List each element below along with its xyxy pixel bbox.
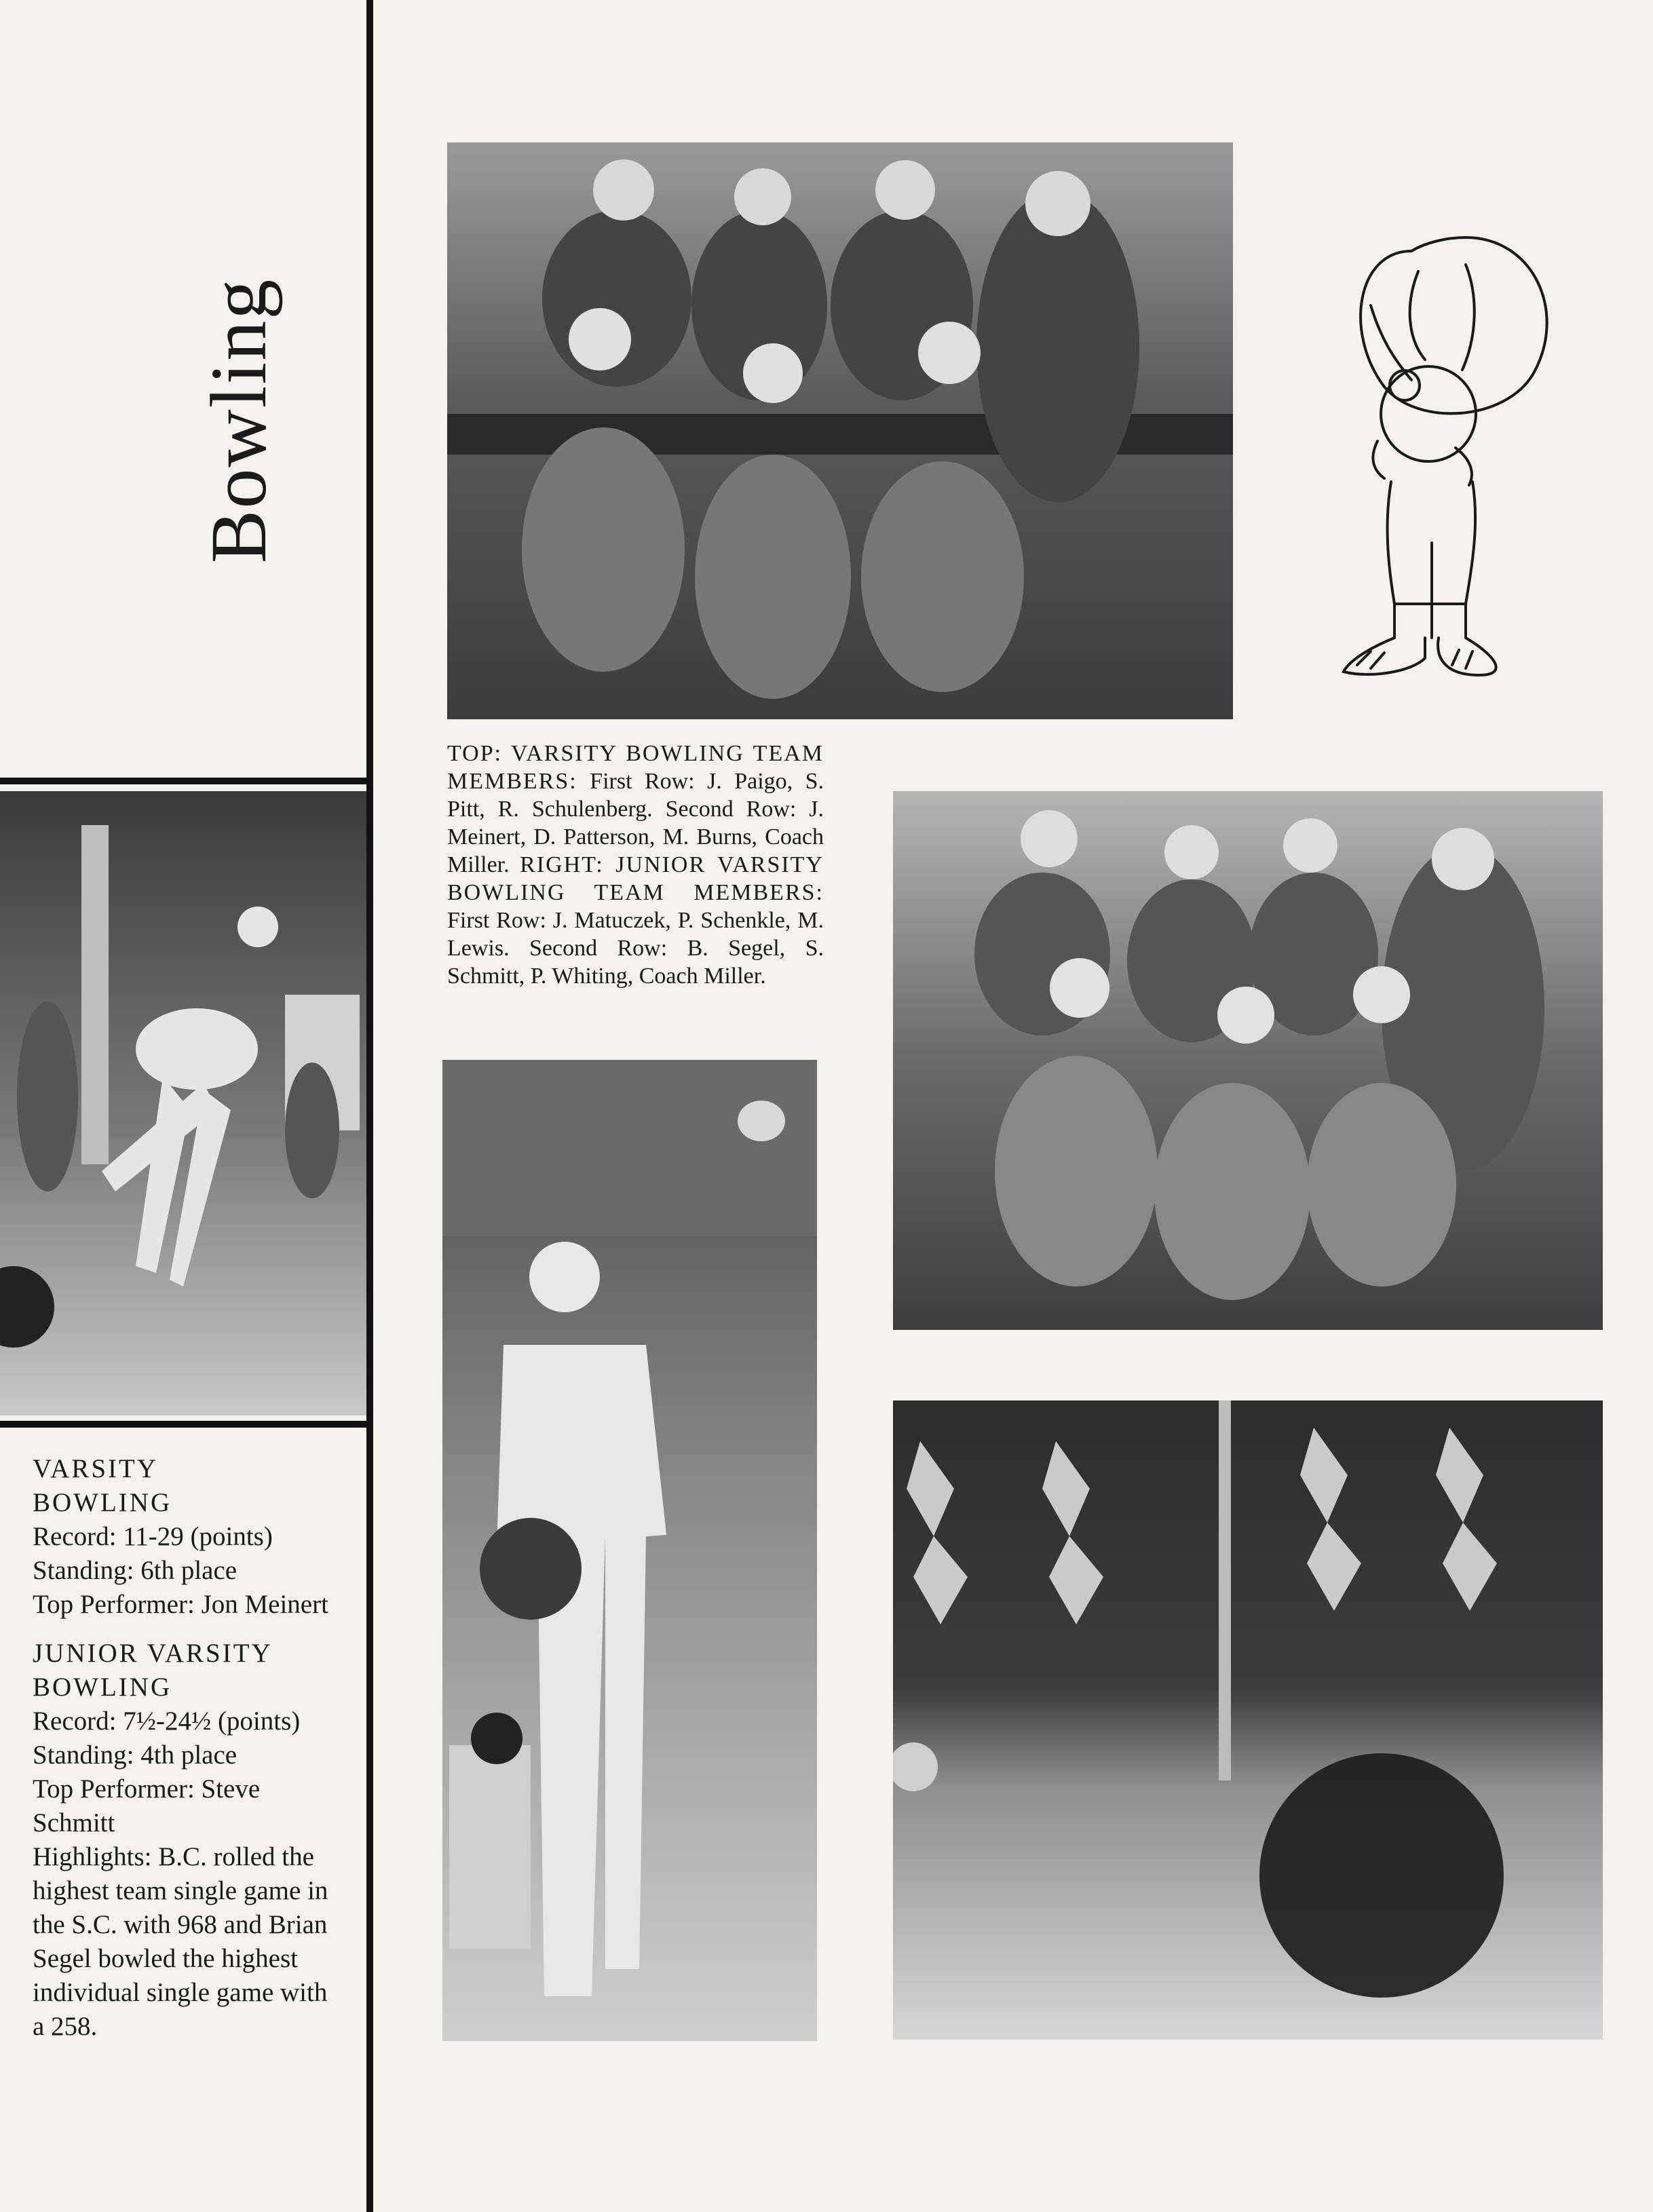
left-bottom-rule [0,1421,373,1428]
photo-caption [447,740,824,990]
bowler-cartoon-drawing [1330,224,1574,685]
jv-top-performer: Top Performer: Steve Schmitt [33,1774,261,1837]
caption-top-label: TOP: VARSITY BOWLING TEAM MEMBERS: [447,741,824,794]
varsity-record: Record: 11-29 (points) [33,1522,273,1551]
varsity-heading-line1: VARSITY [33,1454,158,1483]
junior-varsity-team-photo [893,791,1603,1330]
jv-heading-line2: BOWLING [33,1673,172,1702]
pins-and-ball-blur-photo [893,1400,1603,2040]
caption-top-text: First Row: J. Paigo, S. Pitt, R. Schulenberg. Second Row: J. Meinert, D. Patterson, M. Burns, Coach Miller. [447,769,824,877]
varsity-top-performer: Top Performer: Jon Meinert [33,1590,328,1619]
varsity-team-photo [447,142,1233,719]
jv-highlights: Highlights: B.C. rolled the highest team single game in the S.C. with 968 and Brian Segel bowled the highest individual single game with a 258. [33,1842,328,2041]
left-column-rule [366,0,373,2212]
caption-right-label: RIGHT: JUNIOR VARSITY BOWLING TEAM MEMBERS: [447,852,824,905]
left-top-rule [0,778,373,784]
bowler-holding-ball-photo [442,1060,817,2041]
jv-record: Record: 7½-24½ (points) [33,1706,301,1736]
junior-varsity-stats [33,1637,345,2044]
varsity-stats [33,1452,345,1622]
jv-standing: Standing: 4th place [33,1740,238,1770]
page-title: Bowling [194,278,283,564]
season-stats [33,1452,345,2059]
varsity-heading-line2: BOWLING [33,1488,172,1517]
bowler-follow-through-photo [0,791,366,1415]
caption-right-text: First Row: J. Matuczek, P. Schenkle, M. Lewis. Second Row: B. Segel, S. Schmitt, P. Whiting, Coach Miller. [447,908,824,989]
varsity-standing: Standing: 6th place [33,1556,238,1585]
jv-heading-line1: JUNIOR VARSITY [33,1639,273,1668]
